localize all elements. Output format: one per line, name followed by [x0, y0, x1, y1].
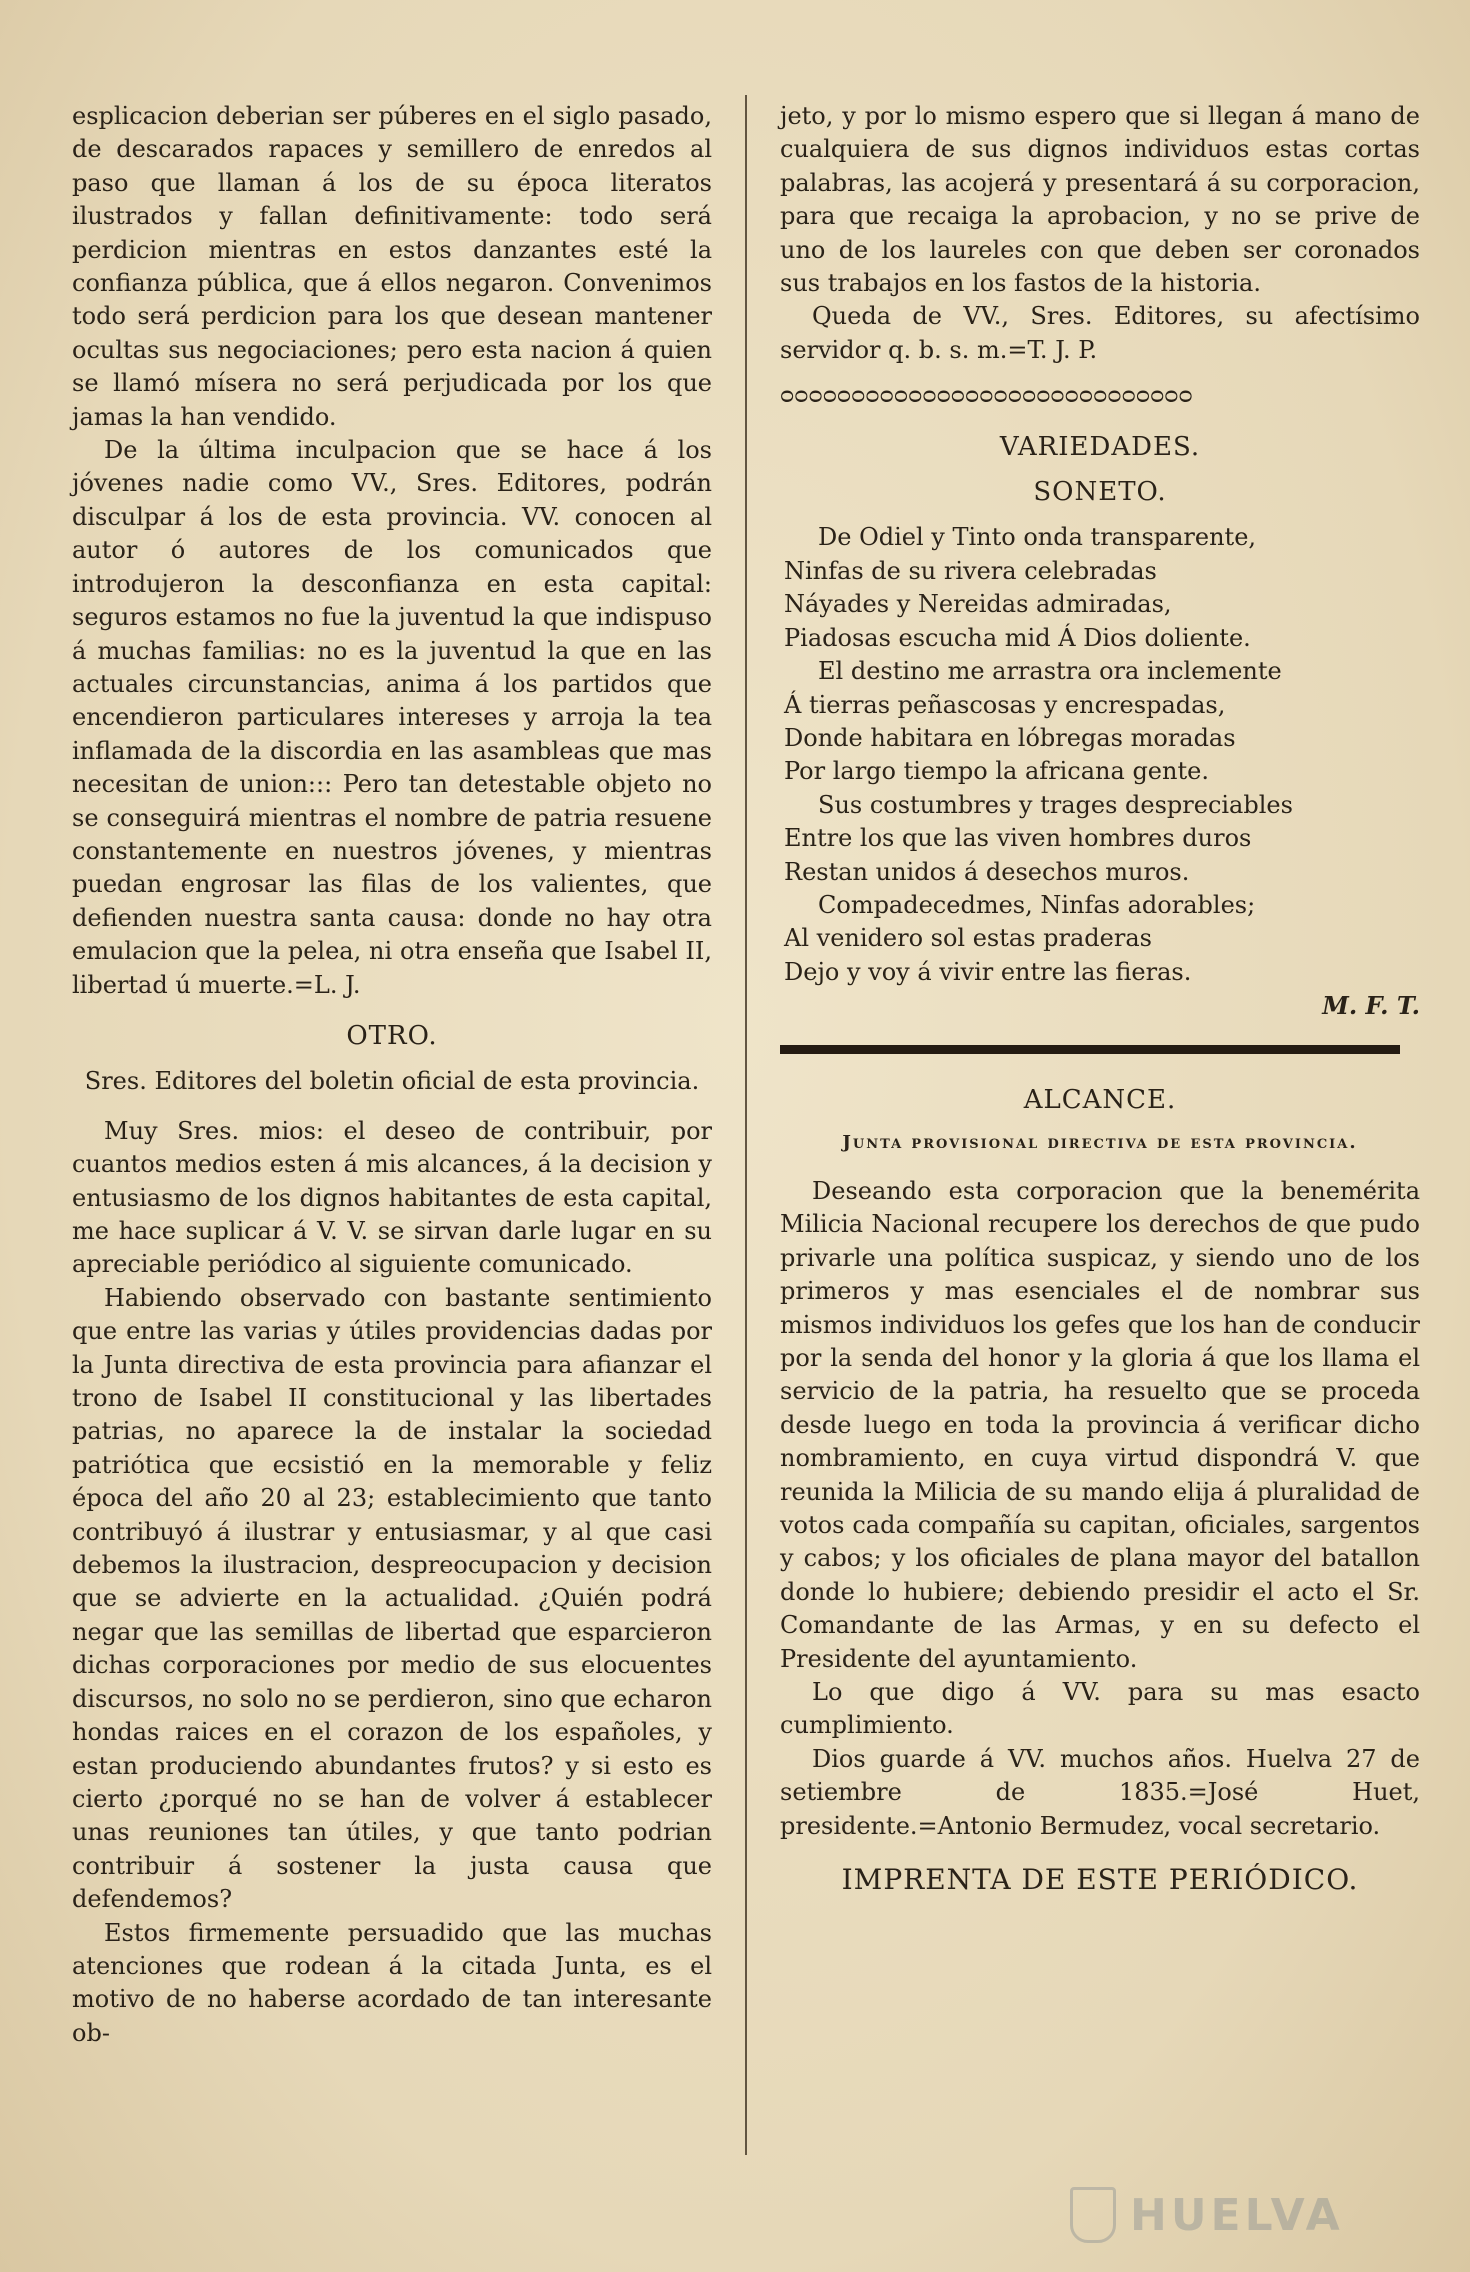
sonnet-line: El destino me arrastra ora inclemente: [818, 657, 1282, 686]
paragraph-right-5: Dios guarde á VV. muchos años. Huelva 27 de setiembre de 1835.=José Huet, presidente.=Antonio Bermudez, vocal secretario.: [780, 1744, 1420, 1840]
sonnet-line: Ninfas de su rivera celebradas: [784, 556, 1157, 585]
watermark-text: HUELVA: [1130, 2189, 1344, 2241]
paragraph-left-5: Estos firmemente persuadido que las muchas atenciones que rodean á la citada Junta, es el motivo de no haberse acordado de tan interesante ob-: [72, 1918, 712, 2047]
column-divider: [745, 95, 747, 2155]
sonnet-line: De Odiel y Tinto onda transparente,: [818, 523, 1257, 552]
junta-title: Junta provisional directiva de esta provincia.: [842, 1131, 1358, 1153]
paragraph-right-3: Deseando esta corporacion que la benemérita Milicia Nacional recupere los derechos de que pudo privarle una política suspicaz, y siendo uno de los primeros y mas esenciales el de nombrar sus mismos individuos los gefes que los han de conducir por la senda del honor y la gloria á que los llama el servicio de la patria, ha resuelto que se proceda desde luego en toda la provincia á verificar dicho nombramiento, en cuya virtud dispondrá V. que reunida la Milicia de su mando elija á pluralidad de votos cada compañía su capitan, oficiales, sargentos y cabos; y los oficiales de plana mayor del batallon donde lo hubiere; debiendo presidir el acto el Sr. Comandante de las Armas, y en su defecto el Presidente del ayuntamiento.: [780, 1176, 1420, 1673]
heading-soneto: SONETO.: [1033, 477, 1167, 508]
shield-icon: [1070, 2187, 1116, 2243]
sonnet-line: Al venidero sol estas praderas: [784, 924, 1152, 953]
sonnet-line: Dejo y voy á vivir entre las fieras.: [784, 957, 1192, 986]
paragraph-right-1: jeto, y por lo mismo espero que si llegan á mano de cualquiera de sus dignos individuos estas cortas palabras, las acojerá y presentará á su corporacion, para que recaiga la aprobacion, y no se prive de uno de los laureles con que deben ser coronados sus trabajos en los fastos de la historia.: [780, 102, 1420, 298]
paragraph-left-4: Habiendo observado con bastante sentimiento que entre las varias y útiles providencias dadas por la Junta directiva de esta provincia para afianzar el trono de Isabel II constitucional y las libertades patrias, no aparece la de instalar la sociedad patriótica que ecsistió en la memorable y feliz época del año 20 al 23; establecimiento que tanto contribuyó á ilustrar y entusiasmar, y al que casi debemos la ilustracion, despreocupacion y decision que se advierte en la actualidad. ¿Quién podrá negar que las semillas de libertad que esparcieron dichas corporaciones por medio de sus elocuentes discursos, no solo no se perdieron, sino que echaron hondas raices en el corazon de los españoles, y estan produciendo abundantes frutos? y si esto es cierto ¿porqué no se han de volver á establecer unas reuniones tan útiles, y que tanto podrian contribuir á sostener la justa causa que defendemos?: [72, 1283, 712, 1914]
paragraph-left-3: Muy Sres. mios: el deseo de contribuir, por cuantos medios esten á mis alcances, á la decision y entusiasmo de los dignos habitantes de esta capital, me hace suplicar á V. V. se sirvan darle lugar en su apreciable periódico al siguiente comunicado.: [72, 1116, 712, 1279]
sonnet: [780, 521, 1420, 989]
heading-alcance: ALCANCE.: [1023, 1084, 1177, 1115]
sonnet-line: Restan unidos á desechos muros.: [784, 857, 1190, 886]
paragraph-left-1: esplicacion deberian ser púberes en el siglo pasado, de descarados rapaces y semillero de enredos al paso que llaman á los de su época literatos ilustrados y fallan definitivamente: todo será perdicion mientras en estos danzantes esté la confianza pública, que á ellos negaron. Convenimos todo será perdicion para los que desean mantener ocultas sus negociaciones; pero esta nacion á quien se llamó mísera no será perjudicada por los que jamas la han vendido.: [72, 102, 712, 431]
paragraph-right-4: Lo que digo á VV. para su mas esacto cumplimiento.: [780, 1678, 1420, 1740]
left-column: [72, 100, 712, 2050]
sonnet-line: Sus costumbres y trages despreciables: [818, 790, 1293, 819]
salutation: Sres. Editores del boletin oficial de esta provincia.: [84, 1067, 700, 1096]
sonnet-line: Compadecedmes, Ninfas adorables;: [818, 890, 1256, 919]
letter-closing: Queda de VV., Sres. Editores, su afectísimo servidor q. b. s. m.=T. J. P.: [780, 302, 1420, 364]
heading-otro: OTRO.: [346, 1020, 438, 1051]
section-divider: [780, 1045, 1400, 1054]
sonnet-line: Piadosas escucha mid Á Dios doliente.: [784, 623, 1251, 652]
archive-watermark: [1070, 2185, 1410, 2245]
sonnet-line: Entre los que las viven hombres duros: [784, 824, 1252, 853]
sonnet-line: Náyades y Nereidas admiradas,: [784, 590, 1172, 619]
heading-variedades: VARIEDADES.: [999, 431, 1201, 462]
sonnet-signature: M. F. T.: [1322, 991, 1420, 1021]
right-column: [780, 100, 1420, 1897]
imprenta-footer: IMPRENTA DE ESTE PERIÓDICO.: [841, 1863, 1359, 1897]
sonnet-line: Por largo tiempo la africana gente.: [784, 757, 1209, 786]
sonnet-line: Donde habitara en lóbregas moradas: [784, 723, 1236, 752]
ornament-rule: ᴑᴑᴑᴑᴑᴑᴑᴑᴑᴑᴑᴑᴑᴑᴑᴑᴑᴑᴑᴑᴑᴑᴑᴑᴑᴑᴑᴑᴑ: [780, 383, 1193, 409]
paragraph-left-2: De la última inculpacion que se hace á los jóvenes nadie como VV., Sres. Editores, podrán disculpar á los de esta provincia. VV. conocen al autor ó autores de los comunicados que introdujeron la desconfianza en esta capital: seguros estamos no fue la juventud la que indispuso á muchas familias: no es la juventud la que en las actuales circunstancias, anima á los partidos que encendieron particulares intereses y arroja la tea inflamada de la discordia en las asambleas que mas necesitan de union::: Pero tan detestable objeto no se conseguirá mientras el nombre de patria resuene constantemente en nuestros jóvenes, y mientras puedan engrosar las filas de los valientes, que defienden nuestra santa causa: donde no hay otra emulacion que la pelea, ni otra enseña que Isabel II, libertad ú muerte.=L. J.: [72, 436, 712, 999]
sonnet-line: Á tierras peñascosas y encrespadas,: [784, 690, 1226, 719]
